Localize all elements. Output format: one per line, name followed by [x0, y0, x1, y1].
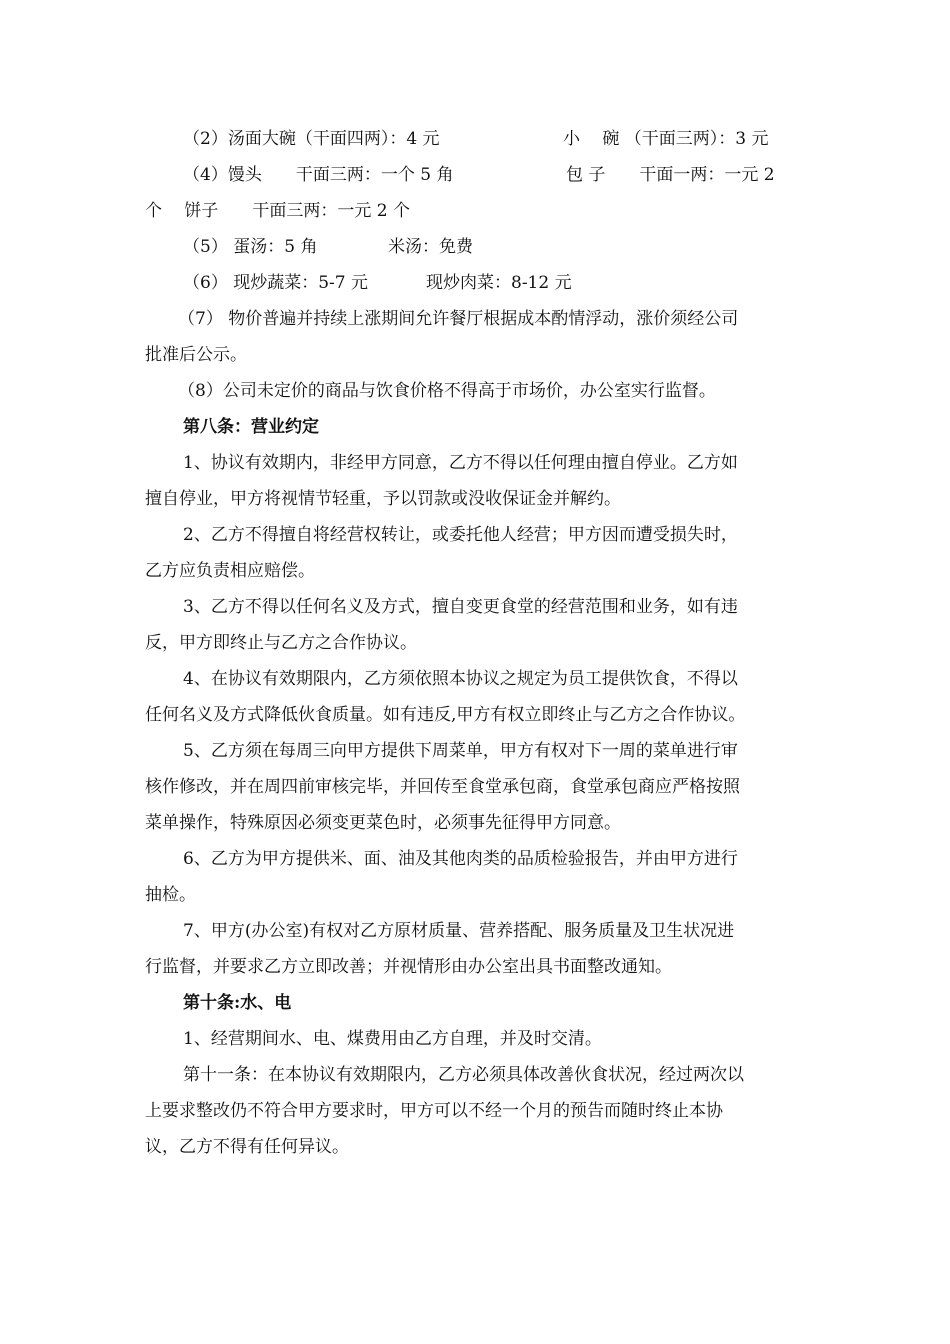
article8-p3-line2: 反，甲方即终止与乙方之合作协议。: [145, 633, 417, 653]
price-row-dishes: [183, 271, 810, 295]
price-noodle-large: （2）汤面大碗（干面四两）：4 元: [183, 129, 440, 149]
article8-p6-line2: 抽检。: [145, 885, 196, 905]
price-egg-soup: （5） 蛋汤：5 角: [183, 237, 318, 257]
article8-p5-line1: 5、乙方须在每周三向甲方提供下周菜单，甲方有权对下一周的菜单进行审: [183, 741, 738, 761]
article8-p7-line1: 7、甲方(办公室)有权对乙方原材质量、营养搭配、服务质量及卫生状况进: [183, 921, 735, 941]
article8-p1-line1: 1、协议有效期内，非经甲方同意，乙方不得以任何理由擅自停业。乙方如: [183, 453, 738, 473]
price-row-soup: [183, 235, 810, 259]
article11-line1: 第十一条：在本协议有效期限内，乙方必须具体改善伙食状况，经过两次以: [183, 1065, 744, 1085]
price-meat: 现炒肉菜：8-12 元: [426, 273, 572, 293]
price-baozi: 包 子 干面一两：一元 2: [566, 165, 775, 185]
article8-p2-line2: 乙方应负责相应赔偿。: [145, 561, 315, 581]
article8-p4-line1: 4、在协议有效期限内，乙方须依照本协议之规定为员工提供饮食，不得以: [183, 669, 738, 689]
article8-p3-line1: 3、乙方不得以任何名义及方式，擅自变更食堂的经营范围和业务，如有违: [183, 597, 738, 617]
price-baozi-continued: 个 饼子 干面三两：一元 2 个: [145, 201, 411, 221]
price-item7-line2: 批准后公示。: [145, 345, 247, 365]
article8-p4-line2: 任何名义及方式降低伙食质量。如有违反,甲方有权立即终止与乙方之合作协议。: [145, 705, 746, 725]
price-mantou: （4）馒头 干面三两：一个 5 角: [183, 165, 454, 185]
article8-p7-line2: 行监督，并要求乙方立即改善；并视情形由办公室出具书面整改通知。: [145, 957, 672, 977]
article8-p1-line2: 擅自停业，甲方将视情节轻重，予以罚款或没收保证金并解约。: [145, 489, 621, 509]
article11-line2: 上要求整改仍不符合甲方要求时，甲方可以不经一个月的预告而随时终止本协: [145, 1101, 723, 1121]
article11-line3: 议，乙方不得有任何异议。: [145, 1137, 349, 1157]
article8-p5-line3: 菜单操作，特殊原因必须变更菜色时，必须事先征得甲方同意。: [145, 813, 621, 833]
article8-p5-line2: 核作修改，并在周四前审核完毕，并回传至食堂承包商，食堂承包商应严格按照: [145, 777, 740, 797]
article8-heading: 第八条：营业约定: [183, 417, 319, 437]
article8-p6-line1: 6、乙方为甲方提供米、面、油及其他肉类的品质检验报告，并由甲方进行: [183, 849, 738, 869]
price-row-buns: [183, 163, 810, 187]
article10-heading: 第十条:水、电: [183, 993, 292, 1013]
price-veg: （6） 现炒蔬菜：5-7 元: [183, 273, 368, 293]
article8-p2-line1: 2、乙方不得擅自将经营权转让，或委托他人经营；甲方因而遭受损失时，: [183, 525, 738, 545]
price-rice-soup: 米汤：免费: [388, 237, 473, 257]
price-item8: （8）公司未定价的商品与饮食价格不得高于市场价，办公室实行监督。: [178, 381, 716, 401]
article10-p1: 1、经营期间水、电、煤费用由乙方自理，并及时交清。: [183, 1029, 602, 1049]
price-noodle-small: 小 碗 （干面三两）：3 元: [563, 129, 769, 149]
price-item7-line1: （7） 物价普遍并持续上涨期间允许餐厅根据成本酌情浮动，涨价须经公司: [178, 309, 739, 329]
price-row-noodles: [183, 127, 810, 151]
